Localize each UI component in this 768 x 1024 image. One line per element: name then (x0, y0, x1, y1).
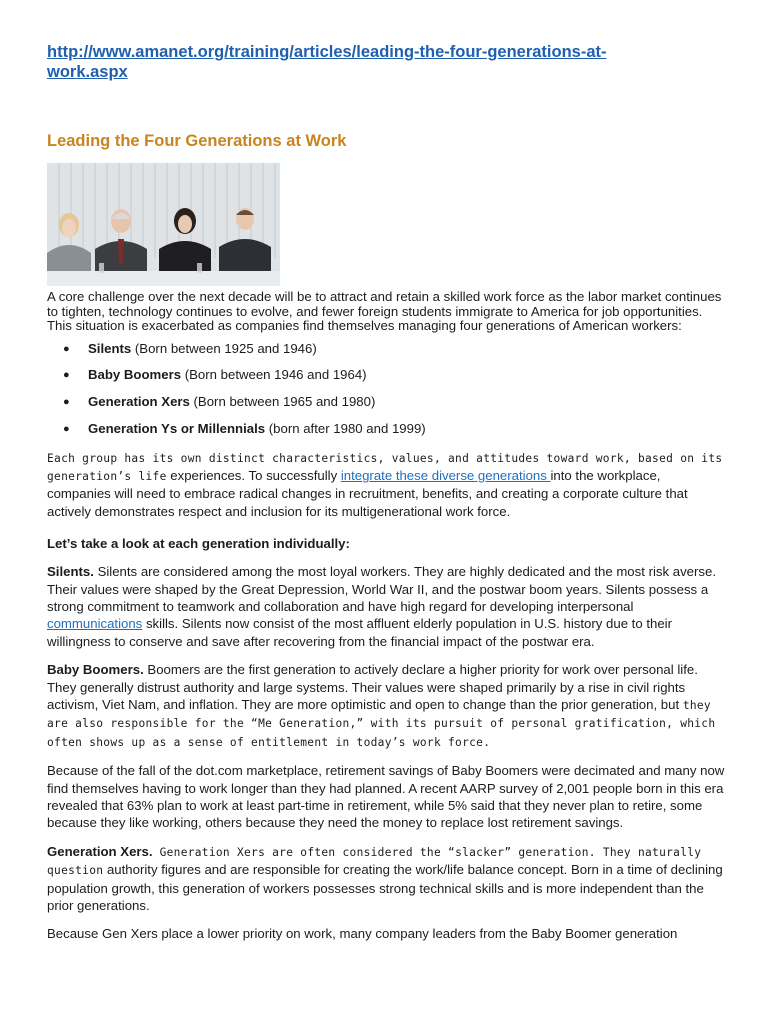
section-heading: Let’s take a look at each generation individually: (47, 536, 350, 552)
each-group-paragraph: Each group has its own distinct characteristics, values, and attitudes toward work, based on its generation’s life experiences. To successfully integrate these diverse generations into the workplace, companies will need to embrace radical changes in recruitment, benefits, and creating a corporate culture that actively demonstrates respect and inclusion for its multigenerational work force. (47, 451, 723, 519)
document-page (47, 42, 727, 943)
article-title: Leading the Four Generations at Work (47, 132, 347, 150)
boomers-paragraph: Baby Boomers. Boomers are the first generation to actively declare a higher priority for work over personal life. They generally distrust authority and large systems. Their values were shaped primarily by a rise in civil rights activism, Viet Nam, and inflation. They are more optimistic and open to change than the prior generation, but they are also responsible for the “Me Generation,” with its pursuit of personal gratification, which often shows up as a sense of entitlement in today’s work force. (47, 662, 716, 749)
bullet-icon: ● (63, 369, 70, 382)
source-url-link[interactable] (47, 42, 727, 82)
genx-paragraph: Generation Xers. Generation Xers are often considered the “slacker” generation. They naturally question authority figures and are responsible for creating the work/life balance concept. Born in a time of declining population growth, this generation of workers possesses strong technical skills and is more independent than the prior generations. (47, 843, 723, 914)
four-generations-photo (47, 163, 280, 286)
dotcom-paragraph: Because of the fall of the dot.com marketplace, retirement savings of Baby Boomers were decimated and many now find themselves having to work longer than they had planned. A recent AARP survey of 2,001 people born in this era revealed that 63% plan to work at least part-time in retirement, while 5% said that they never plan to retire, some because they like working, others because they need the money to replace lost retirement savings. (47, 763, 725, 831)
bullet-icon: ● (63, 422, 70, 435)
silents-paragraph: Silents. Silents are considered among the most loyal workers. They are highly dedicated and the most risk averse. Their values were shaped by the Great Depression, World War II, and the postwar boom years. Silents possess a strong commitment to teamwork and collaboration and have high regard for developing interpersonal communications skills. Silents now consist of the most affluent elderly population in U.S. history due to their willingness to conserve and save after recovering from the financial impact of the postwar era. (47, 564, 716, 649)
list-item: ● Silents (Born between 1925 and 1946) (63, 340, 317, 356)
list-item: ● Baby Boomers (Born between 1946 and 1964) (63, 367, 367, 383)
list-item: ● Generation Xers (Born between 1965 and 1980) (63, 394, 376, 410)
url-line-1: http://www.amanet.org/training/articles/leading-the-four-generations-at- (47, 43, 607, 61)
list-item: ● Generation Ys or Millennials (born after 1980 and 1999) (63, 420, 426, 436)
generations-list (47, 342, 727, 437)
url-line-2: work.aspx (47, 63, 128, 81)
bullet-icon: ● (63, 342, 70, 355)
intro-paragraph: A core challenge over the next decade will be to attract and retain a skilled work force as the labor market continues to tighten, technology continues to evolve, and fewer foreign students immigrate to America for job opportunities. This situation is exacerbated as companies find themselves managing four generations of American workers: (47, 289, 722, 334)
integrate-generations-link[interactable]: integrate these diverse generations (340, 467, 551, 483)
bullet-icon: ● (63, 396, 70, 409)
communications-link[interactable]: communications (47, 616, 143, 632)
last-paragraph: Because Gen Xers place a lower priority on work, many company leaders from the Baby Boomer generation (47, 926, 678, 942)
